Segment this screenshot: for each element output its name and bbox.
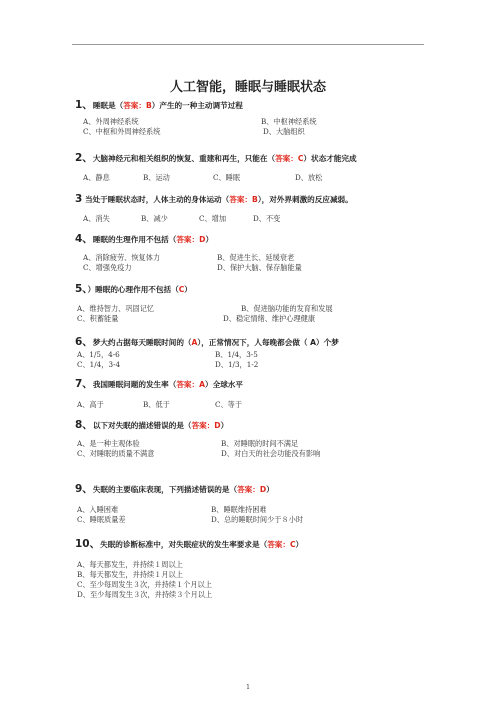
option-a: A、消除疲劳、恢复体力 bbox=[83, 253, 161, 262]
question-number: 6、 bbox=[75, 336, 93, 348]
option-a: A、1/5，4-6 bbox=[77, 350, 120, 359]
option-d: D、总的睡眠时间少于８小时 bbox=[211, 515, 304, 524]
option-a: A、外周神经系统 bbox=[83, 117, 139, 126]
stem-text: 睡眠的生理作用不包括（ bbox=[92, 235, 177, 244]
stem-text: 当处于睡眠状态时，人体主动的身体运动（ bbox=[84, 195, 230, 204]
answer: 答案：B bbox=[123, 101, 152, 110]
option-c: C、积蓄能量 bbox=[77, 314, 119, 323]
option-c: C、中枢和外周神经系统 bbox=[83, 127, 161, 136]
question-stem bbox=[75, 379, 435, 390]
header-rule bbox=[72, 44, 424, 45]
question-9 bbox=[75, 484, 435, 524]
stem-text: 失眠的主要临床表现，下列描述错误的是（ bbox=[92, 485, 238, 494]
question-stem bbox=[75, 100, 435, 111]
option-b: B、低于 bbox=[143, 400, 170, 409]
option-c: C、睡眠 bbox=[213, 173, 241, 182]
stem-text: 睡眠是（ bbox=[92, 101, 124, 110]
question-stem bbox=[75, 484, 435, 495]
question-stem bbox=[75, 337, 435, 348]
question-stem bbox=[75, 153, 435, 164]
stem-text: ） bbox=[184, 285, 192, 294]
question-5 bbox=[75, 284, 435, 323]
option-c: C、增强免疫力 bbox=[83, 263, 132, 272]
question-stem bbox=[75, 420, 435, 431]
page-number: 1 bbox=[246, 684, 250, 691]
question-number: 8、 bbox=[75, 419, 93, 431]
option-d: D、不变 bbox=[253, 214, 281, 223]
question-number: 5、 bbox=[75, 283, 88, 295]
option-c: C、对睡眠的质量不满意 bbox=[77, 449, 155, 458]
page-title: 人工智能，睡眠与睡眠状态 bbox=[169, 80, 326, 95]
option-c: C、等于 bbox=[215, 400, 243, 409]
question-stem bbox=[75, 194, 435, 205]
stem-text: 以下对失眠的描述错误的是（ bbox=[92, 421, 192, 430]
question-8 bbox=[75, 420, 435, 458]
option-b: B、中枢神经系统 bbox=[261, 117, 317, 126]
option-d: D、至少每周发生３次，并持续３个月以上 bbox=[77, 590, 213, 599]
stem-text: ） bbox=[205, 235, 214, 244]
stem-text: 大脑神经元和相关组织的恢复、重建和再生，只能在（ bbox=[92, 154, 276, 163]
stem-text: 失眠的诊断标准中，对失眠症状的发生率要求是（ bbox=[100, 540, 268, 549]
option-b: B、运动 bbox=[143, 173, 170, 182]
option-a: A、静息 bbox=[83, 173, 110, 182]
question-stem bbox=[75, 284, 435, 295]
stem-text: 我国睡眠问题的发生率（ bbox=[92, 380, 177, 389]
question-number: 1、 bbox=[75, 99, 93, 111]
option-a: A、入睡困难 bbox=[77, 505, 119, 514]
stem-text: ） bbox=[266, 485, 274, 494]
stem-text: ）产生的一种主动调节过程 bbox=[151, 101, 243, 110]
option-b: B、睡眠维持困难 bbox=[211, 505, 267, 514]
question-number: 10、 bbox=[75, 538, 101, 550]
question-number: 2、 bbox=[75, 152, 93, 164]
question-1 bbox=[75, 100, 435, 136]
stem-text: ），正常情况下，人每晚都会做（ A）个梦 bbox=[197, 338, 339, 347]
question-stem bbox=[75, 539, 435, 550]
option-c: C、至少每周发生３次，并持续１个月以上 bbox=[77, 580, 212, 589]
answer: 答案：D bbox=[176, 235, 206, 244]
question-2 bbox=[75, 153, 435, 182]
answer: 答案：D bbox=[191, 421, 221, 430]
stem-text: ） bbox=[220, 421, 229, 430]
answer: 答案：D bbox=[237, 485, 267, 494]
stem-text: 梦大约占据每天睡眠时间的（ bbox=[92, 338, 192, 347]
option-a: A、消失 bbox=[83, 214, 110, 223]
answer: 答案：C bbox=[275, 154, 304, 163]
stem-text: ）全球水平 bbox=[205, 380, 243, 389]
option-a: A、高于 bbox=[77, 400, 104, 409]
option-c: C、增加 bbox=[199, 214, 227, 223]
answer: 答案：C bbox=[267, 540, 296, 549]
question-10 bbox=[75, 539, 435, 599]
stem-text: ）睡眠的心理作用不包括（ bbox=[87, 285, 179, 294]
question-4 bbox=[75, 234, 435, 272]
option-d: D、放松 bbox=[295, 173, 323, 182]
option-b: B、减少 bbox=[141, 214, 168, 223]
option-a: A、维持智力、巩固记忆 bbox=[77, 304, 155, 313]
question-number: 7、 bbox=[75, 378, 93, 390]
option-b: B、对睡眠的时间不满足 bbox=[221, 439, 299, 448]
option-c: C、1/4，3-4 bbox=[77, 360, 121, 369]
answer: 答案：A bbox=[176, 380, 206, 389]
answer: 答案：B bbox=[229, 195, 258, 204]
option-a: A、是一种主观体验 bbox=[77, 439, 140, 448]
option-c: C、睡眠质量差 bbox=[77, 515, 126, 524]
option-d: D、稳定情绪、维护心理健康 bbox=[223, 314, 316, 323]
question-7 bbox=[75, 379, 435, 409]
answer: C bbox=[178, 285, 185, 294]
question-number: 4、 bbox=[75, 233, 93, 245]
option-d: D、保护大脑、保存脑能量 bbox=[217, 263, 302, 272]
answer: A bbox=[191, 338, 198, 347]
option-b: B、促进脑功能的发育和发展 bbox=[241, 304, 333, 313]
stem-text: ），对外界刺激的反应减弱。 bbox=[257, 195, 353, 204]
question-3 bbox=[75, 194, 435, 223]
option-b: B、每天都发生，并持续１月以上 bbox=[77, 570, 183, 579]
option-a: A、每天都发生，并持续１周以上 bbox=[77, 560, 183, 569]
question-number: 9、 bbox=[75, 483, 93, 495]
stem-text: ） bbox=[295, 540, 304, 549]
option-d: D、1/3，1-2 bbox=[215, 360, 259, 369]
option-b: B、促进生长、延缓衰老 bbox=[217, 253, 295, 262]
question-6 bbox=[75, 337, 435, 369]
option-b: B、1/4，3-5 bbox=[215, 350, 258, 359]
question-stem bbox=[75, 234, 435, 245]
option-d: D、大脑组织 bbox=[263, 127, 305, 136]
option-d: D、对白天的社会功能没有影响 bbox=[221, 449, 321, 458]
stem-text: ）状态才能完成 bbox=[303, 154, 357, 163]
question-number: 3 bbox=[75, 193, 83, 205]
